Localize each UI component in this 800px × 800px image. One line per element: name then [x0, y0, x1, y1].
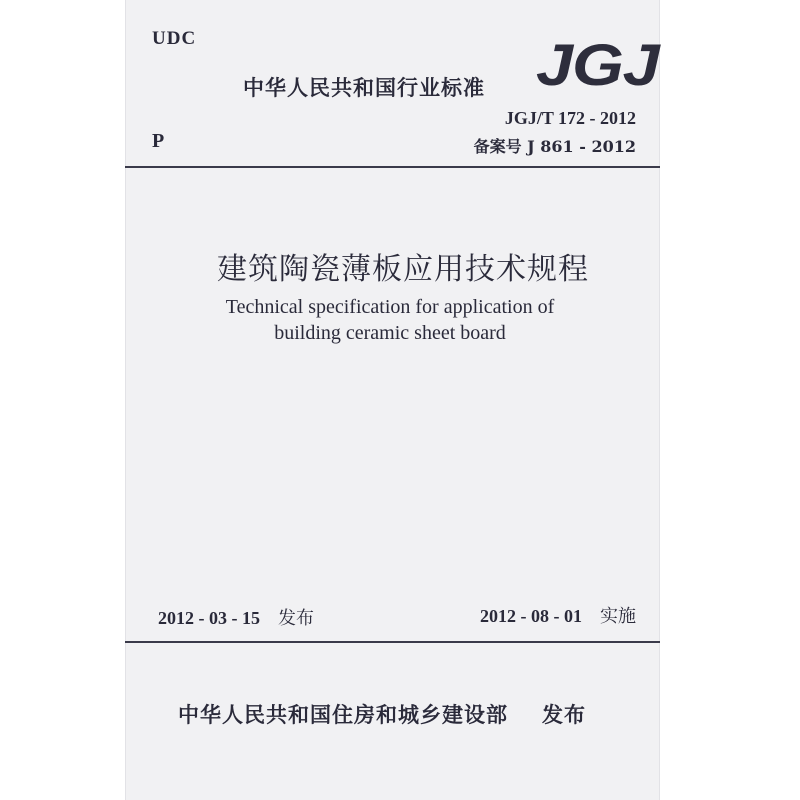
effective-date-label: 实施: [600, 606, 636, 627]
issue-date-value: 2012 - 03 - 15: [158, 608, 260, 628]
jgj-logo: JGJ: [536, 33, 659, 98]
title-english-line1: Technical specification for application of: [225, 296, 555, 318]
standard-code: JGJ/T 172 - 2012: [504, 108, 636, 128]
effective-date: [480, 602, 636, 628]
registration-number: 备案号 J 861 - 2012: [473, 137, 636, 156]
bottom-divider: [125, 641, 660, 643]
publisher-verb: 发布: [542, 703, 586, 727]
effective-date-value: 2012 - 08 - 01: [480, 606, 582, 626]
title-chinese: 建筑陶瓷薄板应用技术规程: [217, 252, 589, 287]
title-english-line2: building ceramic sheet board: [274, 322, 506, 344]
classification-label: P: [152, 130, 165, 152]
publisher-name: 中华人民共和国住房和城乡建设部: [178, 703, 508, 727]
standard-type: 中华人民共和国行业标准: [243, 76, 485, 100]
title-english: [200, 294, 580, 346]
top-divider: [125, 166, 660, 168]
publisher: [178, 699, 586, 729]
udc-label: UDC: [152, 28, 197, 49]
issue-date: [158, 604, 314, 630]
issue-date-label: 发布: [278, 608, 314, 629]
